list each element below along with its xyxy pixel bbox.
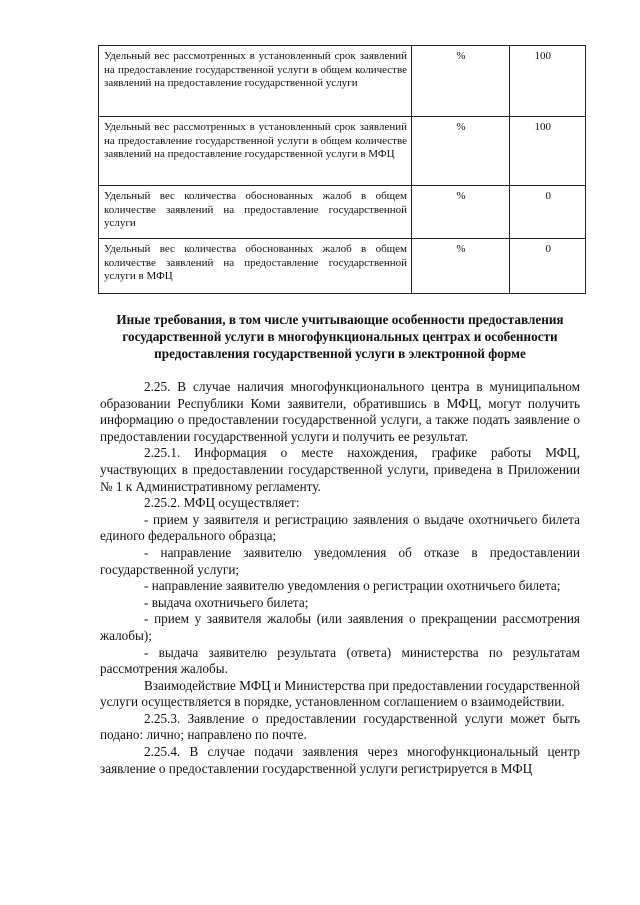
list-item: - выдача заявителю результата (ответа) министерства по результатам рассмотрения жалобы. bbox=[100, 644, 580, 677]
list-item: - выдача охотничьего билета; bbox=[144, 594, 309, 610]
indicator-unit: % bbox=[412, 186, 510, 239]
list-item: - направление заявителю уведомления о регистрации охотничьего билета; bbox=[144, 578, 561, 594]
list-item: - прием у заявителя жалобы (или заявления о прекращении рассмотрения жалобы); bbox=[100, 611, 580, 643]
indicator-unit: % bbox=[412, 46, 510, 117]
indicator-description: Удельный вес рассмотренных в установленный срок заявлений на предоставление государственной услуги в общем количестве заявлений на предоставление государственной услуги bbox=[99, 46, 412, 117]
indicator-value: 0 bbox=[510, 186, 586, 239]
paragraph-2-25-2: 2.25.2. МФЦ осуществляет: bbox=[144, 495, 300, 511]
table-row bbox=[99, 117, 586, 186]
section-heading: Иные требования, в том числе учитывающие особенности предоставления государственной услуги в многофункциональных центрах и особенности предоставления государственной услуги в электронной форме bbox=[116, 312, 564, 361]
indicator-description: Удельный вес количества обоснованных жалоб в общем количестве заявлений на предоставление государственной услуги bbox=[99, 186, 412, 239]
indicator-value: 0 bbox=[510, 239, 586, 294]
table-row bbox=[99, 186, 586, 239]
table-row bbox=[99, 46, 586, 117]
paragraph-interaction: Взаимодействие МФЦ и Министерства при предоставлении государственной услуги осуществляется в порядке, установленном соглашением о взаимодействии. bbox=[100, 677, 580, 710]
indicator-description: Удельный вес рассмотренных в установленный срок заявлений на предоставление государственной услуги в общем количестве заявлений на предоставление государственной услуги в МФЦ bbox=[99, 117, 412, 186]
paragraph-2-25-3: 2.25.3. Заявление о предоставлении государственной услуги может быть подано: лично; направлено по почте. bbox=[100, 710, 580, 743]
paragraph-2-25: 2.25. В случае наличия многофункционального центра в муниципальном образовании Республики Коми заявители, обратившись в МФЦ, могут получить информацию о предоставлении государственной услуги, а также подать заявление о предоставлении государственной услуги и получить ее результат. bbox=[100, 379, 580, 444]
indicator-value: 100 bbox=[510, 46, 586, 117]
indicators-table bbox=[98, 45, 586, 294]
indicator-value: 100 bbox=[510, 117, 586, 186]
list-item: - прием у заявителя и регистрацию заявления о выдаче охотничьего билета единого федерального образца; bbox=[100, 511, 580, 544]
indicator-unit: % bbox=[412, 239, 510, 294]
table-row bbox=[99, 239, 586, 294]
list-item: - направление заявителю уведомления об отказе в предоставлении государственной услуги; bbox=[100, 544, 580, 577]
section-body bbox=[100, 379, 580, 777]
paragraph-2-25-4: 2.25.4. В случае подачи заявления через многофункциональный центр заявление о предоставлении государственной услуги регистрируется в МФЦ bbox=[100, 744, 580, 776]
paragraph-2-25-1: 2.25.1. Информация о месте нахождения, графике работы МФЦ, участвующих в предоставлении государственной услуги, приведена в Приложении № 1 к Административному регламенту. bbox=[100, 445, 580, 494]
indicator-unit: % bbox=[412, 117, 510, 186]
indicator-description: Удельный вес количества обоснованных жалоб в общем количестве заявлений на предоставление государственной услуги в МФЦ bbox=[99, 239, 412, 294]
